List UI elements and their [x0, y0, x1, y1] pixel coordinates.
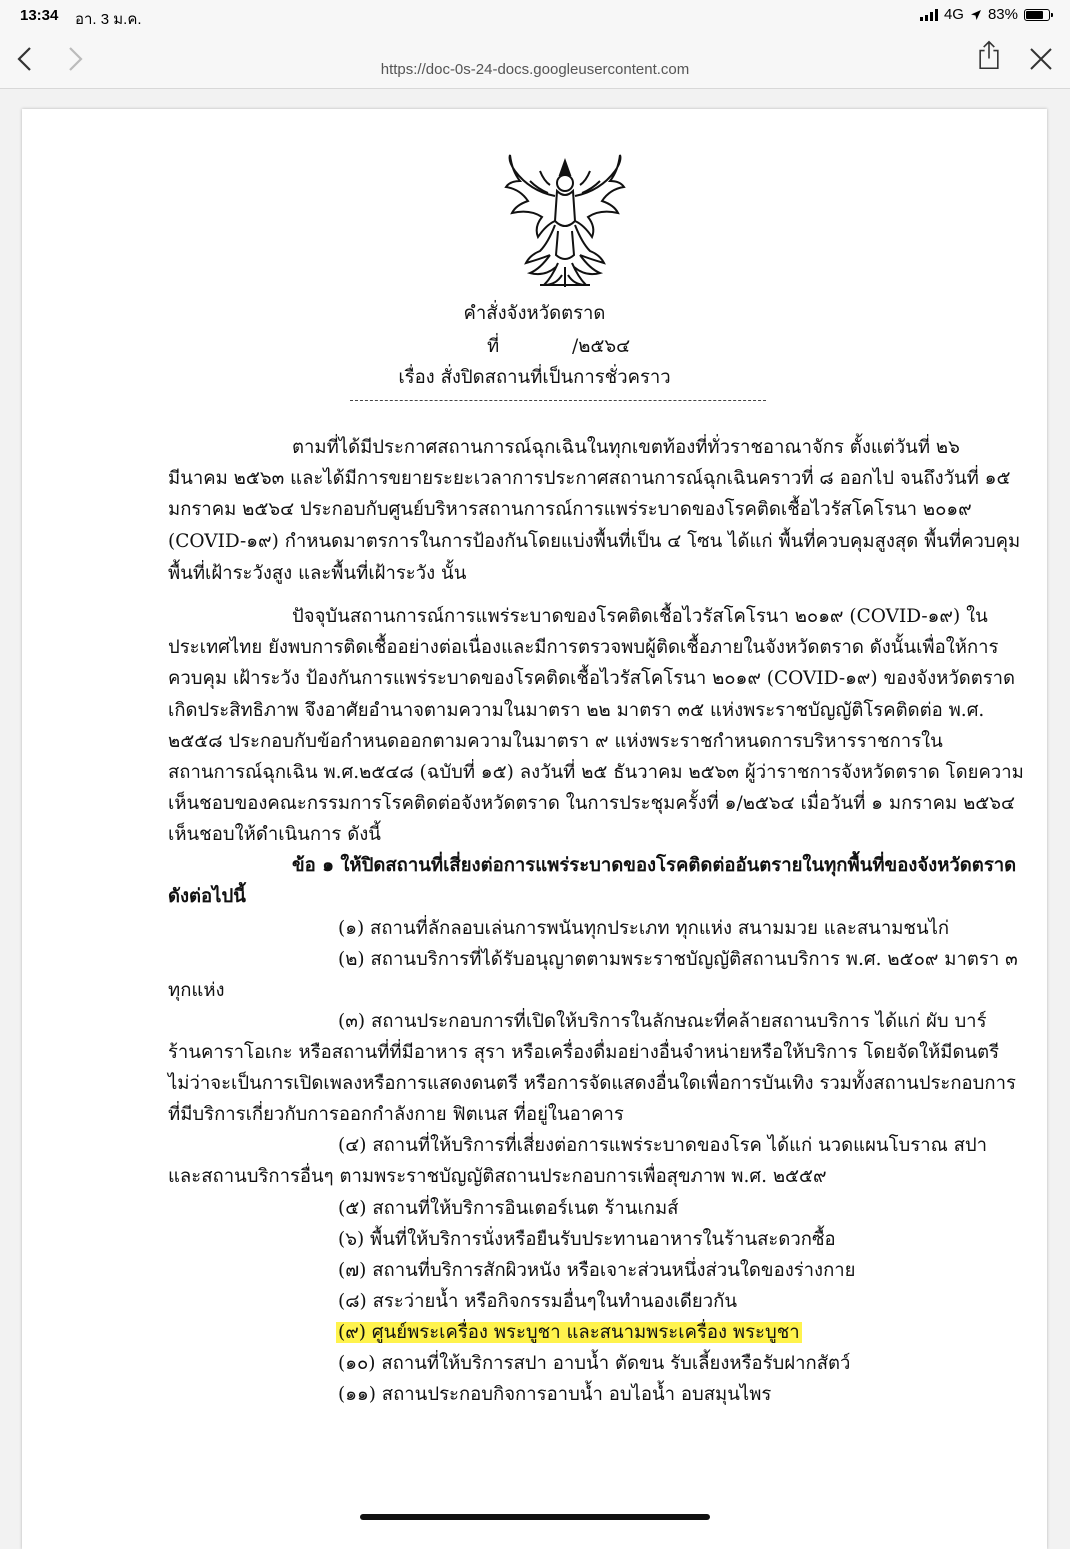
order-number-label: ที่ — [487, 336, 500, 357]
list-item: (๖) พื้นที่ให้บริการนั่งหรือยืนรับประทานอาหารในร้านสะดวกซื้อ — [338, 1229, 836, 1250]
list-item: (๘) สระว่ายน้ำ หรือกิจกรรมอื่นๆในทำนองเดียวกัน — [338, 1291, 737, 1312]
paragraph-2-line: ๒๕๕๘ ประกอบกับข้อกำหนดออกตามความในมาตรา ๙ แห่งพระราชกำหนดการบริหารราชการใน — [168, 731, 943, 752]
paragraph-2-line: ควบคุม เฝ้าระวัง ป้องกันการแพร่ระบาดของโรคติดเชื้อไวรัสโคโรนา ๒๐๑๙ (COVID-๑๙) ของจังหวัดตราด — [168, 668, 1016, 689]
list-item: (๓) สถานประกอบการที่เปิดให้บริการในลักษณะที่คล้ายสถานบริการ ได้แก่ ผับ บาร์ — [338, 1011, 987, 1032]
list-item: (๑๐) สถานที่ให้บริการสปา อาบน้ำ ตัดขน รับเลี้ยงหรือรับฝากสัตว์ — [338, 1353, 851, 1374]
list-item: ที่มีบริการเกี่ยวกับการออกกำลังกาย ฟิตเนส ที่อยู่ในอาคาร — [168, 1104, 624, 1125]
status-bar — [0, 0, 1070, 32]
list-item: ร้านคาราโอเกะ หรือสถานที่ที่มีอาหาร สุรา หรือเครื่องดื่มอย่างอื่นจำหน่ายหรือให้บริการ โดยจัดให้มีดนตรี — [168, 1042, 1000, 1063]
paragraph-1-line: (COVID-๑๙) กำหนดมาตรการในการป้องกันโดยแบ่งพื้นที่เป็น ๔ โซน ได้แก่ พื้นที่ควบคุมสูงสุด พื้นที่ควบคุม — [168, 531, 1021, 552]
browser-toolbar — [0, 32, 1070, 89]
paragraph-1-line: พื้นที่เฝ้าระวังสูง และพื้นที่เฝ้าระวัง นั้น — [168, 563, 467, 584]
document-page — [22, 109, 1047, 1549]
order-subject: เรื่อง สั่งปิดสถานที่เป็นการชั่วคราว — [398, 367, 671, 388]
order-number-value: /๒๕๖๔ — [572, 336, 631, 357]
paragraph-2-line: สถานการณ์ฉุกเฉิน พ.ศ.๒๕๔๘ (ฉบับที่ ๑๕) ลงวันที่ ๒๕ ธันวาคม ๒๕๖๓ ผู้ว่าราชการจังหวัดตราด โดยความ — [168, 762, 1024, 783]
location-arrow-icon — [970, 9, 982, 21]
list-item: ไม่ว่าจะเป็นการเปิดเพลงหรือการแสดงดนตรี หรือการจัดแสดงอื่นใดเพื่อการบันเทิง รวมทั้งสถานประกอบการ — [168, 1073, 1016, 1094]
clause-1-heading-cont: ดังต่อไปนี้ — [168, 886, 246, 907]
paragraph-1-line: มีนาคม ๒๕๖๓ และได้มีการขยายระยะเวลาการประกาศสถานการณ์ฉุกเฉินคราวที่ ๘ ออกไป จนถึงวันที่ ๑๕ — [168, 468, 1011, 489]
status-date: อา. 3 ม.ค. — [75, 11, 142, 28]
list-item: ทุกแห่ง — [168, 980, 225, 1001]
list-item: (๑) สถานที่ลักลอบเล่นการพนันทุกประเภท ทุกแห่ง สนามมวย และสนามชนไก่ — [338, 918, 950, 939]
paragraph-1-line: ตามที่ได้มีประกาศสถานการณ์ฉุกเฉินในทุกเขตท้องที่ทั่วราชอาณาจักร ตั้งแต่วันที่ ๒๖ — [292, 437, 960, 458]
paragraph-2-line: ปัจจุบันสถานการณ์การแพร่ระบาดของโรคติดเชื้อไวรัสโคโรนา ๒๐๑๙ (COVID-๑๙) ใน — [292, 606, 988, 627]
list-item: (๑๑) สถานประกอบกิจการอาบน้ำ อบไอน้ำ อบสมุนไพร — [338, 1384, 772, 1405]
paragraph-2-line: เห็นชอบให้ดำเนินการ ดังนี้ — [168, 824, 381, 845]
paragraph-1-line: มกราคม ๒๕๖๔ ประกอบกับศูนย์บริหารสถานการณ์การแพร่ระบาดของโรคติดเชื้อไวรัสโคโรนา ๒๐๑๙ — [168, 499, 972, 520]
paragraph-2-line: ประเทศไทย ยังพบการติดเชื้ออย่างต่อเนื่องและมีการตรวจพบผู้ติดเชื้อภายในจังหวัดตราด ดังนั้นเพื่อให้การ — [168, 637, 999, 658]
status-time: 13:34 — [20, 7, 59, 24]
clause-1-heading: ข้อ ๑ ให้ปิดสถานที่เสี่ยงต่อการแพร่ระบาดของโรคติดต่ออันตรายในทุกพื้นที่ของจังหวัดตราด — [292, 855, 1017, 876]
home-indicator[interactable] — [360, 1514, 710, 1520]
highlighted-list-item — [336, 1318, 802, 1347]
paragraph-2-line: เกิดประสิทธิภาพ จึงอาศัยอำนาจตามความในมาตรา ๒๒ มาตรา ๓๕ แห่งพระราชบัญญัติโรคติดต่อ พ.ศ. — [168, 700, 985, 721]
status-right-group — [920, 6, 1050, 23]
list-item: (๕) สถานที่ให้บริการอินเตอร์เนต ร้านเกมส์ — [338, 1198, 679, 1219]
highlight-mark: (๙) ศูนย์พระเครื่อง พระบูชา และสนามพระเครื่อง พระบูชา — [338, 1322, 800, 1343]
list-item: และสถานบริการอื่นๆ ตามพระราชบัญญัติสถานประกอบการเพื่อสุขภาพ พ.ศ. ๒๕๕๙ — [168, 1166, 827, 1187]
url-bar[interactable]: https://doc-0s-24-docs.googleusercontent.com — [380, 61, 690, 78]
share-icon[interactable] — [974, 40, 1004, 70]
order-title: คำสั่งจังหวัดตราด — [463, 303, 606, 324]
battery-icon — [1024, 9, 1050, 21]
separator-line — [350, 400, 766, 401]
list-item: (๒) สถานบริการที่ได้รับอนุญาตตามพระราชบัญญัติสถานบริการ พ.ศ. ๒๕๐๙ มาตรา ๓ — [338, 949, 1018, 970]
paragraph-2-line: เห็นชอบของคณะกรรมการโรคติดต่อจังหวัดตราด ในการประชุมครั้งที่ ๑/๒๕๖๔ เมื่อวันที่ ๑ มกราคม ๒๕๖๔ — [168, 793, 1016, 814]
network-type: 4G — [943, 6, 964, 23]
garuda-emblem-icon — [500, 151, 630, 291]
list-item: (๗) สถานที่บริการสักผิวหนัง หรือเจาะส่วนหนึ่งส่วนใดของร่างกาย — [338, 1260, 856, 1281]
close-icon[interactable] — [1026, 44, 1056, 74]
battery-percent: 83% — [987, 6, 1018, 23]
list-item: (๔) สถานที่ให้บริการที่เสี่ยงต่อการแพร่ระบาดของโรค ได้แก่ นวดแผนโบราณ สปา — [338, 1135, 988, 1156]
signal-icon — [920, 9, 938, 21]
